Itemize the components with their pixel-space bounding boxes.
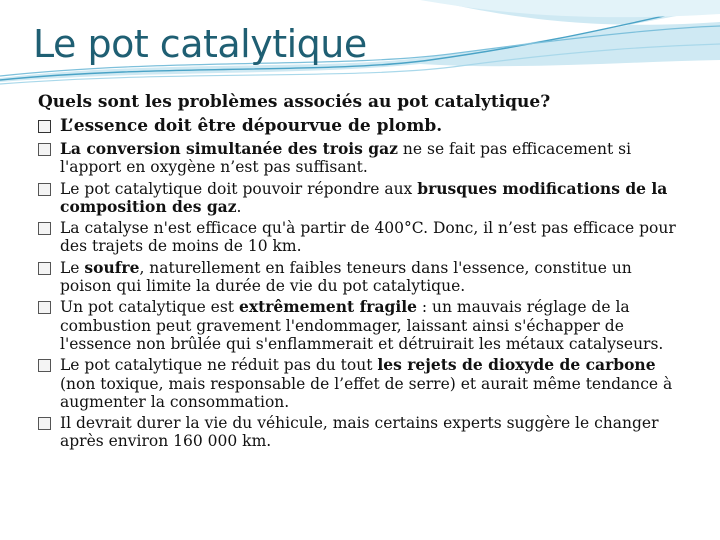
bullet-text: La catalyse n'est efficace qu'à partir de 400°C. Donc, il n’est pas efficace pour des trajets de moins de 10 km. [60,219,676,256]
square-bullet-icon [38,262,51,275]
square-bullet-icon [38,222,51,235]
square-bullet-icon [38,301,51,314]
bullet-text: , naturellement en faibles teneurs dans l'essence, constitue un poison qui limite la durée de vie du pot catalytique. [60,258,632,296]
square-bullet-icon [38,183,51,196]
bullet-text: . [236,197,242,216]
bullet-emphasis: La conversion simultanée des trois gaz [60,139,398,158]
bullet-emphasis: les rejets de dioxyde de carbone [377,355,656,375]
bullet-text: L’essence doit être dépourvue de plomb. [60,116,443,136]
bullet-list [38,116,688,451]
bullet-item [38,219,688,256]
bullet-text: Un pot catalytique est [60,298,239,317]
bullet-item [38,259,688,296]
bullet-text: : un mauvais réglage de la combustion peut gravement l'endommager, laissant ainsi s'échapper de l'essence non brûlée qui s'enflammerait et détruirait les métaux catalyseurs. [60,298,664,353]
bullet-item [38,298,688,353]
slide-content [38,92,688,454]
bullet-emphasis: soufre [84,257,140,277]
bullet-text: Il devrait durer la vie du véhicule, mais certains experts suggère le changer après environ 160 000 km. [60,414,659,451]
square-bullet-icon [38,359,51,372]
slide-title: Le pot catalytique [33,22,367,66]
bullet-item [38,356,688,411]
bullet-emphasis: extrêmement fragile [238,297,417,317]
bullet-emphasis: brusques modifications de la composition des gaz [60,178,668,216]
bullet-item [38,140,688,177]
bullet-text: ne se fait pas efficacement si l'apport en oxygène n’est pas suffisant. [60,140,632,177]
square-bullet-icon [38,143,51,156]
bullet-text: (non toxique, mais responsable de l’effet de serre) et aurait même tendance à augmenter la consommation. [60,374,673,411]
bullet-item [38,116,688,137]
bullet-text: Le [60,258,85,277]
bullet-item [38,414,688,451]
bullet-item [38,180,688,217]
bullet-text: Le pot catalytique ne réduit pas du tout [60,356,378,375]
question-heading: Quels sont les problèmes associés au pot catalytique? [38,92,551,112]
square-bullet-icon [38,120,51,133]
square-bullet-icon [38,417,51,430]
bullet-text: Le pot catalytique doit pouvoir répondre aux [60,179,418,198]
